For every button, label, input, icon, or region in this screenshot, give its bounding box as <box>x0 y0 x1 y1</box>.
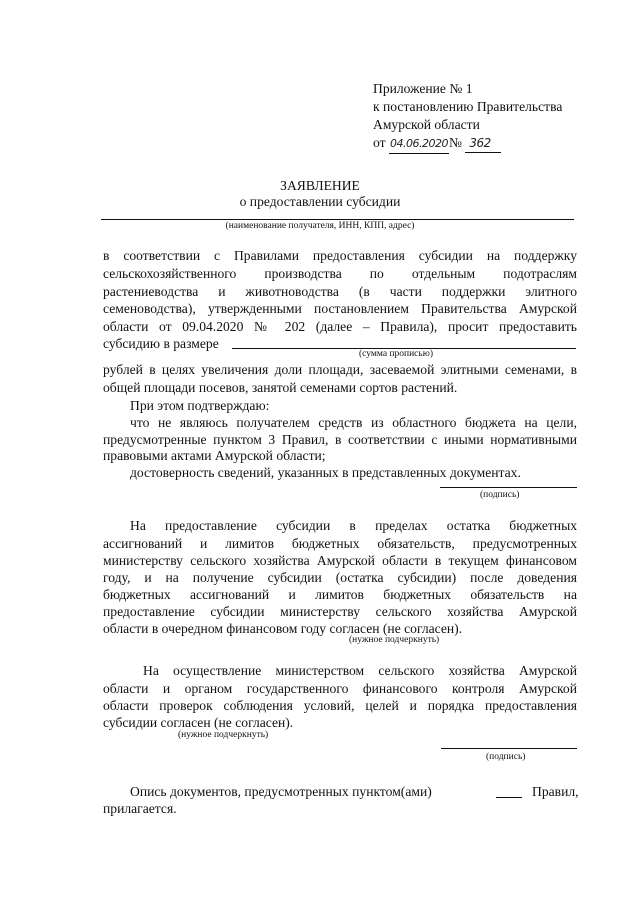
p2-line-1: На предоставление субсидии в пределах остатка бюджетных <box>130 518 577 533</box>
confirm-item-1-line-3: правовыми актами Амурской области; <box>103 448 326 463</box>
p2-line-4: году, и на получение субсидии (остатка субсидии) после доведения <box>103 570 577 585</box>
items-blank-line <box>496 797 522 798</box>
confirm-item-1-line-1: что не являюсь получателем средств из областного бюджета на цели, <box>130 415 577 430</box>
p2-line-6: предоставление субсидии министерству сельского хозяйства Амурской <box>103 604 577 619</box>
document-subtitle: о предоставлении субсидии <box>239 194 401 209</box>
p2-line-2: ассигнований и лимитов бюджетных обязательств, предусмотренных <box>103 536 577 551</box>
handwritten-number: 362 <box>465 134 500 153</box>
p1-cont-line-2: общей площади посевов, занятой семенами сортов растений. <box>103 380 458 395</box>
signature-caption-2: (подпись) <box>486 752 526 762</box>
underline-caption-1: (нужное подчеркнуть) <box>349 635 440 645</box>
p2-line-7: области в очередном финансовом году согласен (не согласен). <box>103 621 463 636</box>
signature-line-2 <box>441 748 577 749</box>
number-sign: № <box>448 135 462 150</box>
p1-line-4: семеноводства), утвержденными постановлением Правительства Амурской <box>103 301 577 316</box>
p1-cont-line-1: рублей в целях увеличения доли площади, засеваемой элитными семенами, в <box>103 362 577 377</box>
confirm-intro: При этом подтверждаю: <box>130 398 270 413</box>
appendix-line-1: Приложение № 1 <box>373 81 473 96</box>
p2-line-3: министерству сельского хозяйства Амурской области в текущем финансовом <box>103 553 577 568</box>
confirm-item-2: достоверность сведений, указанных в представленных документах. <box>130 465 521 480</box>
appendix-line-3: Амурской области <box>373 117 480 132</box>
p1-line-2: сельскохозяйственного производства по отдельным подотраслям <box>103 266 577 281</box>
p4-line-1-left: Опись документов, предусмотренных пунктом(ами) <box>130 784 432 799</box>
p4-line-2: прилагается. <box>103 801 177 816</box>
p3-line-1: На осуществление министерством сельского хозяйства Амурской <box>143 663 577 678</box>
p4-line-1-right: Правил, <box>532 784 579 799</box>
handwritten-date: 04.06.2020 <box>389 135 449 154</box>
amount-caption: (сумма прописью) <box>359 349 433 359</box>
appendix-date-prefix: от <box>373 135 386 150</box>
underline-caption-2: (нужное подчеркнуть) <box>178 730 269 740</box>
p1-line-3: растениеводства и животноводства (в части поддержки элитного <box>103 284 577 299</box>
recipient-line <box>101 219 574 220</box>
p1-line-5: области от 09.04.2020 № 202 (далее – Правила), просит предоставить <box>103 319 577 334</box>
recipient-caption: (наименование получателя, ИНН, КПП, адрес) <box>225 221 415 231</box>
appendix-line-2: к постановлению Правительства <box>373 99 563 114</box>
p1-line-1: в соответствии с Правилами предоставления субсидии на поддержку <box>103 248 577 263</box>
p3-line-3: области проверок соблюдения условий, целей и порядка предоставления <box>103 698 577 713</box>
p3-line-2: области и органом государственного финансового контроля Амурской <box>103 681 577 696</box>
appendix-line-4 <box>373 134 501 154</box>
p2-line-5: бюджетных ассигнований и лимитов бюджетных обязательств на <box>103 587 577 602</box>
signature-caption-1: (подпись) <box>480 490 520 500</box>
p1-line-6: субсидию в размере <box>103 336 219 351</box>
confirm-item-1-line-2: предусмотренные пунктом 3 Правил, в соответствии с иными нормативными <box>103 432 577 447</box>
signature-line-1 <box>440 487 577 488</box>
document-title: ЗАЯВЛЕНИЕ <box>280 178 360 193</box>
p3-line-4: субсидии согласен (не согласен). <box>103 715 294 730</box>
